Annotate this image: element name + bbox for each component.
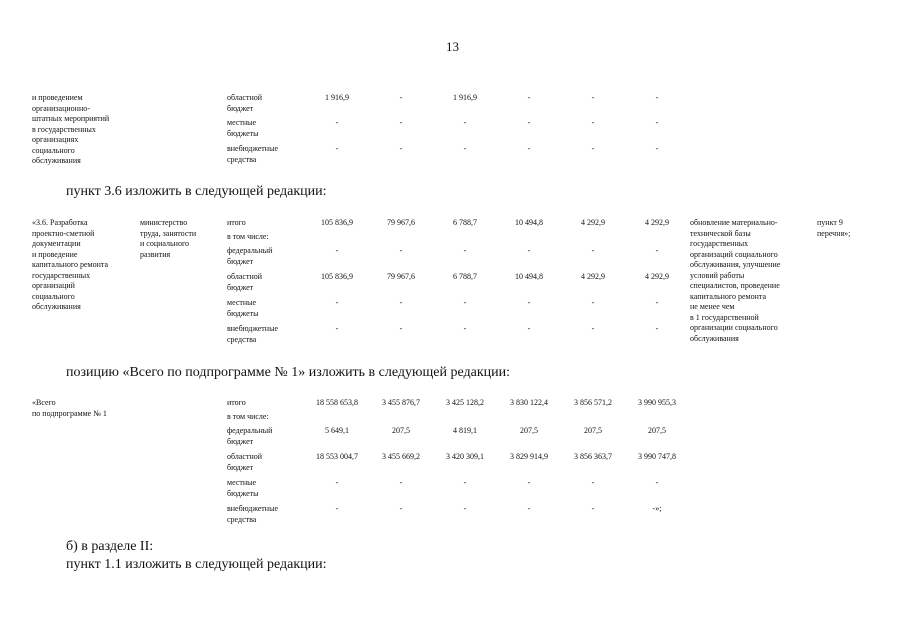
row-value: - [655,144,659,153]
row-label: в том числе: [227,232,269,241]
row-value: - [463,298,467,307]
row-label: внебюджетные средства [227,324,278,344]
row-value: 6 788,7 [453,218,477,227]
row-value: 3 990 955,3 [638,398,676,407]
row-value: - [527,93,531,102]
row-value: 3 425 128,2 [446,398,484,407]
row-value: 207,5 [392,426,410,435]
row-value: - [655,118,659,127]
row-label: внебюджетные средства [227,144,278,164]
row-label: областной бюджет [227,272,263,292]
row-value: - [591,478,595,487]
row-value: 6 788,7 [453,272,477,281]
row-label: областной бюджет [227,93,263,113]
row-value: - [463,144,467,153]
row-label: внебюджетные средства [227,504,278,524]
row-value: 3 830 122,4 [510,398,548,407]
row-value: 207,5 [520,426,538,435]
heading-item-3-6: пункт 3.6 изложить в следующей редакции: [66,184,327,199]
row-value: - [335,118,339,127]
row-value: - [655,93,659,102]
row-value: 3 829 914,9 [510,452,548,461]
row-value: 4 819,1 [453,426,477,435]
row-value: - [399,478,403,487]
row-value: - [399,118,403,127]
s3-total-name: «Всего по подпрограмме № 1 [32,398,107,418]
row-value: 18 553 004,7 [316,452,358,461]
row-value: 3 455 876,7 [382,398,420,407]
row-value: - [399,504,403,513]
row-label: итого [227,398,246,407]
row-value: - [527,478,531,487]
row-value: 1 916,9 [453,93,477,102]
s2-executor: министерство труда, занятости и социального развития [140,218,197,259]
heading-total-position: позицию «Всего по подпрограмме № 1» изложить в следующей редакции: [66,365,511,380]
row-value: - [527,144,531,153]
row-value: 105 836,9 [321,218,353,227]
row-value: 207,5 [648,426,666,435]
row-value: - [463,324,467,333]
row-value: - [527,324,531,333]
row-value: 4 292,9 [645,218,669,227]
row-value: 18 558 653,8 [316,398,358,407]
row-label: местные бюджеты [227,298,259,318]
row-value: 3 455 669,2 [382,452,420,461]
row-value: 3 856 571,2 [574,398,612,407]
row-value: - [655,324,659,333]
row-value: 4 292,9 [581,272,605,281]
row-value: 207,5 [584,426,602,435]
row-value: 3 856 363,7 [574,452,612,461]
row-value: - [399,93,403,102]
row-value: 4 292,9 [645,272,669,281]
row-value: - [655,246,659,255]
row-value: - [335,246,339,255]
row-value: - [335,478,339,487]
row-label: федеральный бюджет [227,246,273,266]
page-number: 13 [446,39,459,54]
row-value: 1 916,9 [325,93,349,102]
row-value: - [527,118,531,127]
row-value: - [527,246,531,255]
row-value: - [527,504,531,513]
row-value: - [591,298,595,307]
row-value: 10 494,8 [515,272,543,281]
row-value: - [463,118,467,127]
heading-item-1-1: пункт 1.1 изложить в следующей редакции: [66,557,327,572]
row-value: - [399,144,403,153]
row-value: - [335,324,339,333]
s2-reference: пункт 9 перечня»; [817,218,851,238]
row-value: - [399,324,403,333]
row-value: - [335,504,339,513]
s2-expected-result: обновление материально- технической базы государственных организаций социального обслуживания, улучшение условий работы специалистов, проведение капитального ремонта не менее чем в 1 государственной организации социального обслуживания [690,218,781,343]
row-value: - [463,246,467,255]
row-value: - [591,324,595,333]
row-value: - [399,246,403,255]
row-value: 3 420 309,1 [446,452,484,461]
heading-section-ii: б) в разделе II: [66,539,154,554]
row-label: итого [227,218,246,227]
row-label: местные бюджеты [227,478,259,498]
row-label: местные бюджеты [227,118,259,138]
row-value: - [463,504,467,513]
row-value: 79 967,6 [387,218,415,227]
row-value: - [655,478,659,487]
row-label: в том числе: [227,412,269,421]
row-value: - [335,298,339,307]
row-value: - [591,93,595,102]
row-value: 5 649,1 [325,426,349,435]
row-label: областной бюджет [227,452,263,472]
row-value: - [655,298,659,307]
row-value: - [591,504,595,513]
s1-program-name: и проведением организационно- штатных мероприятий в государственных организациях социального обслуживания [32,93,110,165]
row-value: - [335,144,339,153]
row-value: 79 967,6 [387,272,415,281]
row-value: - [591,246,595,255]
row-value: - [527,298,531,307]
row-value: - [591,118,595,127]
row-value: - [591,144,595,153]
row-value: 4 292,9 [581,218,605,227]
row-value: 105 836,9 [321,272,353,281]
row-value: -»; [652,504,662,513]
row-value: - [399,298,403,307]
row-value: - [463,478,467,487]
row-label: федеральный бюджет [227,426,273,446]
s2-program-name: «3.6. Разработка проектно-сметной документации и проведение капитального ремонта государственных организаций социального обслуживания [32,218,109,311]
row-value: 3 990 747,8 [638,452,676,461]
row-value: 10 494,8 [515,218,543,227]
